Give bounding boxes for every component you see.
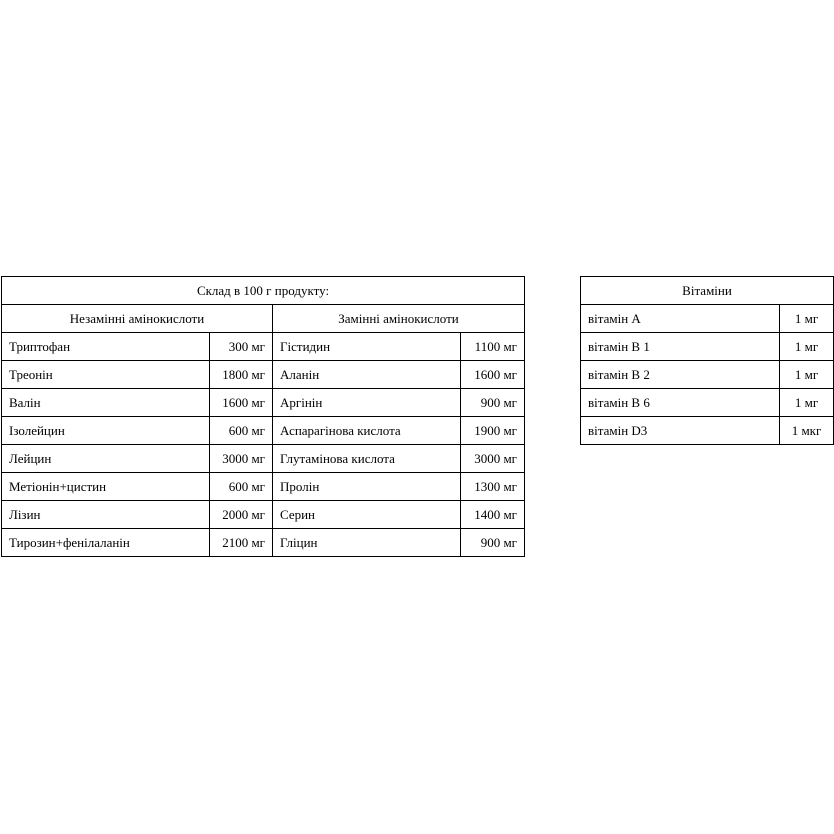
nonessential-name-cell: Глутамінова кислота bbox=[273, 445, 461, 473]
table-row bbox=[581, 389, 834, 417]
table-row bbox=[581, 361, 834, 389]
essential-name-cell: Метіонін+цистин bbox=[2, 473, 210, 501]
nonessential-amino-acids-header: Замінні амінокислоти bbox=[273, 305, 525, 333]
essential-amount-cell: 600 мг bbox=[210, 473, 273, 501]
nonessential-name-cell: Гліцин bbox=[273, 529, 461, 557]
vitamin-name-cell: вітамін В 6 bbox=[581, 389, 780, 417]
vitamin-amount-cell: 1 мг bbox=[780, 361, 834, 389]
nonessential-name-cell: Гістидин bbox=[273, 333, 461, 361]
essential-name-cell: Лізин bbox=[2, 501, 210, 529]
vitamins-table bbox=[580, 276, 834, 445]
table-row bbox=[2, 529, 525, 557]
table-row bbox=[2, 417, 525, 445]
vitamin-amount-cell: 1 мкг bbox=[780, 417, 834, 445]
nonessential-amount-cell: 1100 мг bbox=[461, 333, 525, 361]
essential-name-cell: Лейцин bbox=[2, 445, 210, 473]
table-row bbox=[2, 389, 525, 417]
nonessential-name-cell: Серин bbox=[273, 501, 461, 529]
composition-table bbox=[1, 276, 525, 557]
nonessential-amount-cell: 1300 мг bbox=[461, 473, 525, 501]
nonessential-amount-cell: 900 мг bbox=[461, 529, 525, 557]
nonessential-amount-cell: 1400 мг bbox=[461, 501, 525, 529]
table-row bbox=[2, 473, 525, 501]
vitamin-amount-cell: 1 мг bbox=[780, 333, 834, 361]
essential-name-cell: Тирозин+фенілаланін bbox=[2, 529, 210, 557]
essential-name-cell: Треонін bbox=[2, 361, 210, 389]
composition-group-header-row bbox=[2, 305, 525, 333]
vitamin-amount-cell: 1 мг bbox=[780, 389, 834, 417]
vitamins-title: Вітаміни bbox=[581, 277, 834, 305]
table-row bbox=[2, 361, 525, 389]
vitamin-name-cell: вітамін D3 bbox=[581, 417, 780, 445]
vitamin-name-cell: вітамін В 1 bbox=[581, 333, 780, 361]
essential-amount-cell: 600 мг bbox=[210, 417, 273, 445]
essential-amount-cell: 2100 мг bbox=[210, 529, 273, 557]
essential-name-cell: Ізолейцин bbox=[2, 417, 210, 445]
nonessential-amount-cell: 3000 мг bbox=[461, 445, 525, 473]
essential-amount-cell: 3000 мг bbox=[210, 445, 273, 473]
nonessential-name-cell: Аспарагінова кислота bbox=[273, 417, 461, 445]
essential-name-cell: Валін bbox=[2, 389, 210, 417]
nonessential-amount-cell: 900 мг bbox=[461, 389, 525, 417]
table-row bbox=[2, 445, 525, 473]
composition-title: Склад в 100 г продукту: bbox=[2, 277, 525, 305]
nonessential-name-cell: Пролін bbox=[273, 473, 461, 501]
table-row bbox=[2, 333, 525, 361]
nonessential-name-cell: Аргінін bbox=[273, 389, 461, 417]
essential-amount-cell: 2000 мг bbox=[210, 501, 273, 529]
essential-name-cell: Триптофан bbox=[2, 333, 210, 361]
essential-amino-acids-header: Незамінні амінокислоти bbox=[2, 305, 273, 333]
vitamin-name-cell: вітамін В 2 bbox=[581, 361, 780, 389]
nonessential-name-cell: Аланін bbox=[273, 361, 461, 389]
nonessential-amount-cell: 1900 мг bbox=[461, 417, 525, 445]
table-row bbox=[581, 417, 834, 445]
table-row bbox=[581, 305, 834, 333]
composition-title-row bbox=[2, 277, 525, 305]
nonessential-amount-cell: 1600 мг bbox=[461, 361, 525, 389]
essential-amount-cell: 1600 мг bbox=[210, 389, 273, 417]
essential-amount-cell: 300 мг bbox=[210, 333, 273, 361]
vitamin-name-cell: вітамін А bbox=[581, 305, 780, 333]
table-row bbox=[581, 333, 834, 361]
vitamins-title-row bbox=[581, 277, 834, 305]
table-row bbox=[2, 501, 525, 529]
vitamin-amount-cell: 1 мг bbox=[780, 305, 834, 333]
essential-amount-cell: 1800 мг bbox=[210, 361, 273, 389]
